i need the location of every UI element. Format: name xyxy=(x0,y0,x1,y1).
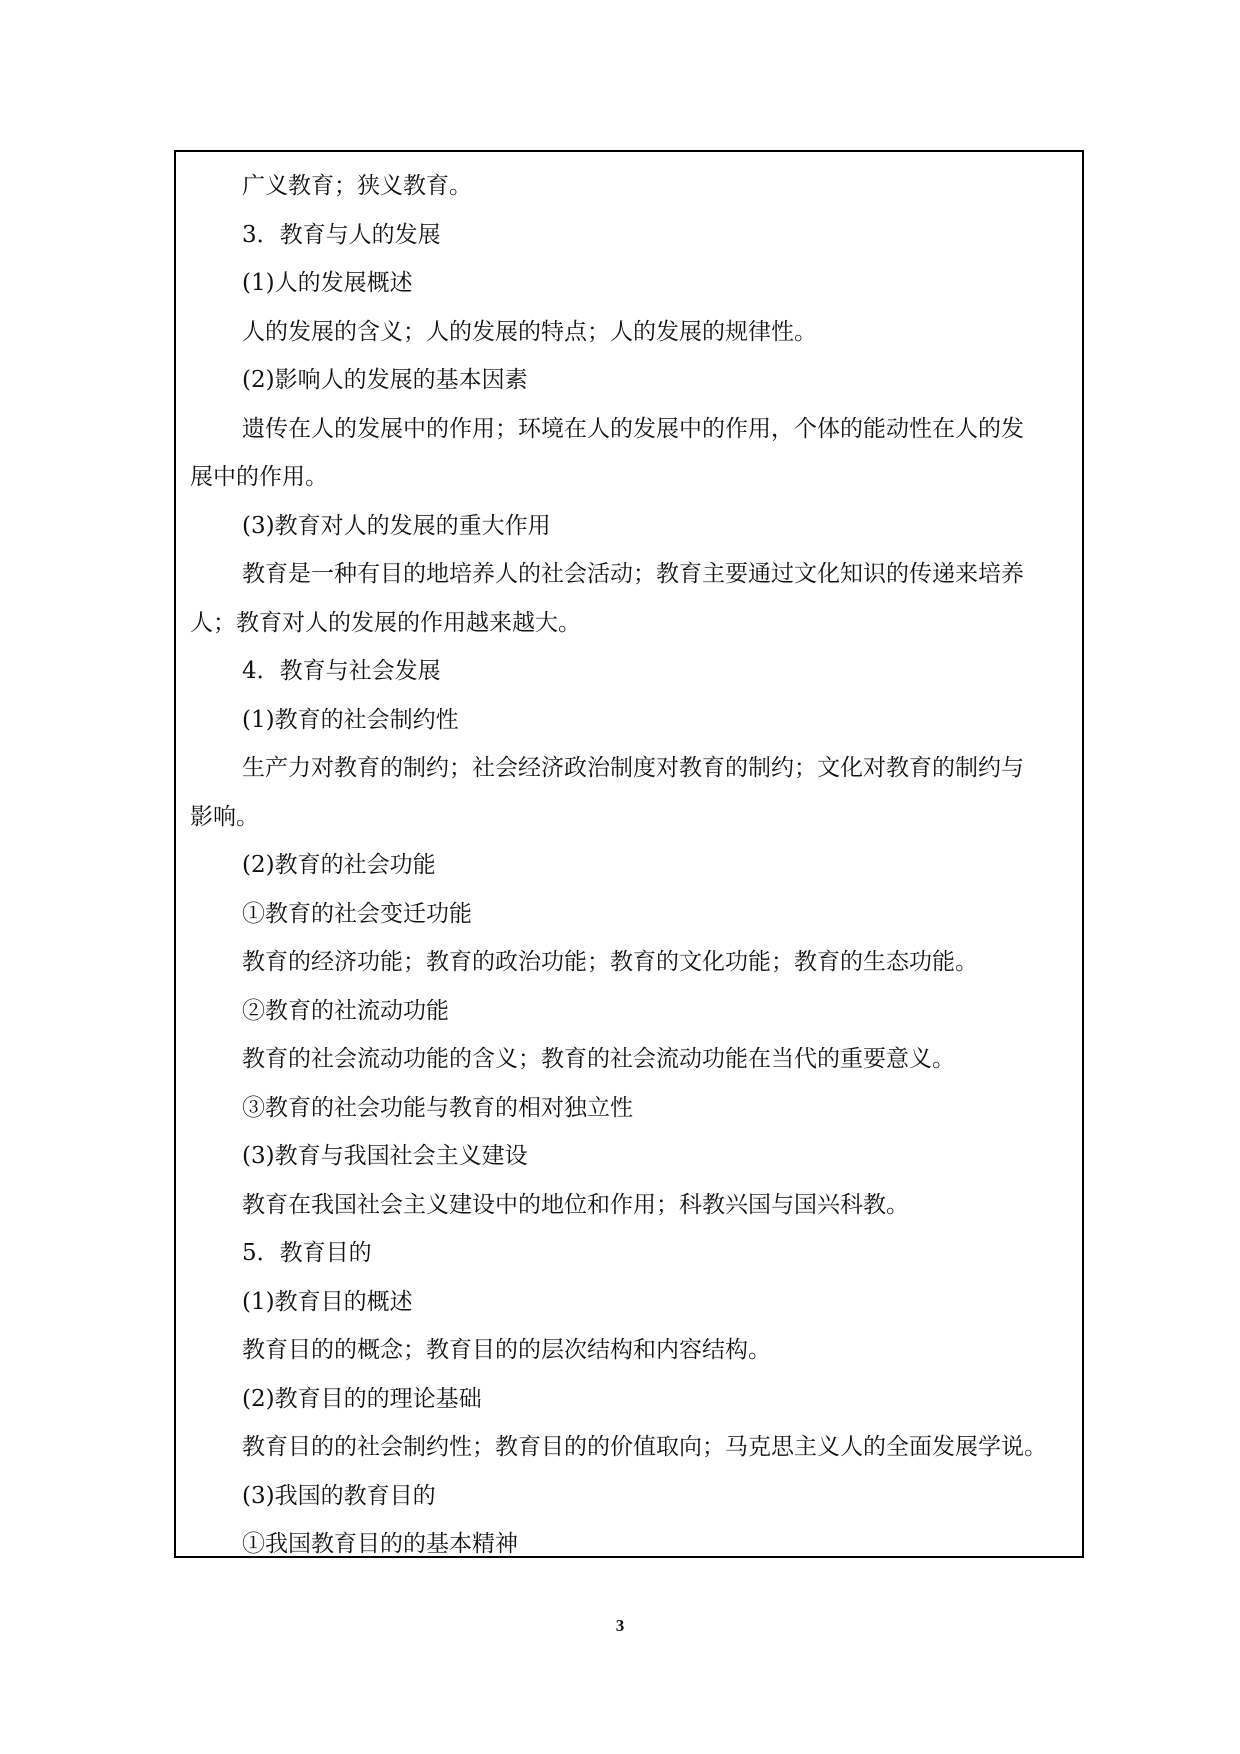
subsection-heading: (1)教育目的概述 xyxy=(242,1288,413,1315)
page-number: 3 xyxy=(615,1616,625,1635)
text-line: 生产力对教育的制约；社会经济政治制度对教育的制约；文化对教育的制约与 xyxy=(242,755,1024,781)
subsection-heading: (2)教育目的的理论基础 xyxy=(242,1385,482,1412)
item-heading: ③教育的社会功能与教育的相对独立性 xyxy=(242,1094,633,1121)
subsection-heading: (3)教育对人的发展的重大作用 xyxy=(242,512,551,539)
subsection-heading: (2)教育的社会功能 xyxy=(242,852,436,878)
text-line: 教育是一种有目的地培养人的社会活动；教育主要通过文化知识的传递来培养 xyxy=(242,561,1024,587)
text-line-continuation: 影响。 xyxy=(190,803,259,830)
item-heading: ①教育的社会变迁功能 xyxy=(242,900,472,927)
item-heading: ②教育的社流动功能 xyxy=(242,997,449,1024)
content-frame xyxy=(174,150,1084,1558)
text-line: 教育目的的概念；教育目的的层次结构和内容结构。 xyxy=(242,1337,771,1363)
text-line: 教育的经济功能；教育的政治功能；教育的文化功能；教育的生态功能。 xyxy=(242,949,978,975)
text-line: 广义教育；狭义教育。 xyxy=(242,173,472,199)
text-line-continuation: 展中的作用。 xyxy=(190,464,328,490)
subsection-heading: (3)教育与我国社会主义建设 xyxy=(242,1143,528,1169)
subsection-heading: (2)影响人的发展的基本因素 xyxy=(242,367,528,393)
text-line: 人的发展的含义；人的发展的特点；人的发展的规律性。 xyxy=(242,318,817,345)
text-line: 教育在我国社会主义建设中的地位和作用；科教兴国与国兴科教。 xyxy=(242,1191,909,1218)
subsection-heading: (1)教育的社会制约性 xyxy=(242,706,459,733)
text-line: 遗传在人的发展中的作用；环境在人的发展中的作用，个体的能动性在人的发 xyxy=(242,415,1024,442)
section-heading: 3．教育与人的发展 xyxy=(242,221,441,248)
section-heading: 5．教育目的 xyxy=(242,1240,372,1266)
text-line: 教育目的的社会制约性；教育目的的价值取向；马克思主义人的全面发展学说。 xyxy=(242,1434,1047,1460)
item-heading: ①我国教育目的的基本精神 xyxy=(242,1531,518,1557)
text-line-continuation: 人；教育对人的发展的作用越来越大。 xyxy=(190,609,581,636)
subsection-heading: (3)我国的教育目的 xyxy=(242,1482,436,1509)
subsection-heading: (1)人的发展概述 xyxy=(242,270,413,296)
text-line: 教育的社会流动功能的含义；教育的社会流动功能在当代的重要意义。 xyxy=(242,1046,955,1072)
document-body xyxy=(190,162,1070,1569)
section-heading: 4．教育与社会发展 xyxy=(242,658,441,684)
